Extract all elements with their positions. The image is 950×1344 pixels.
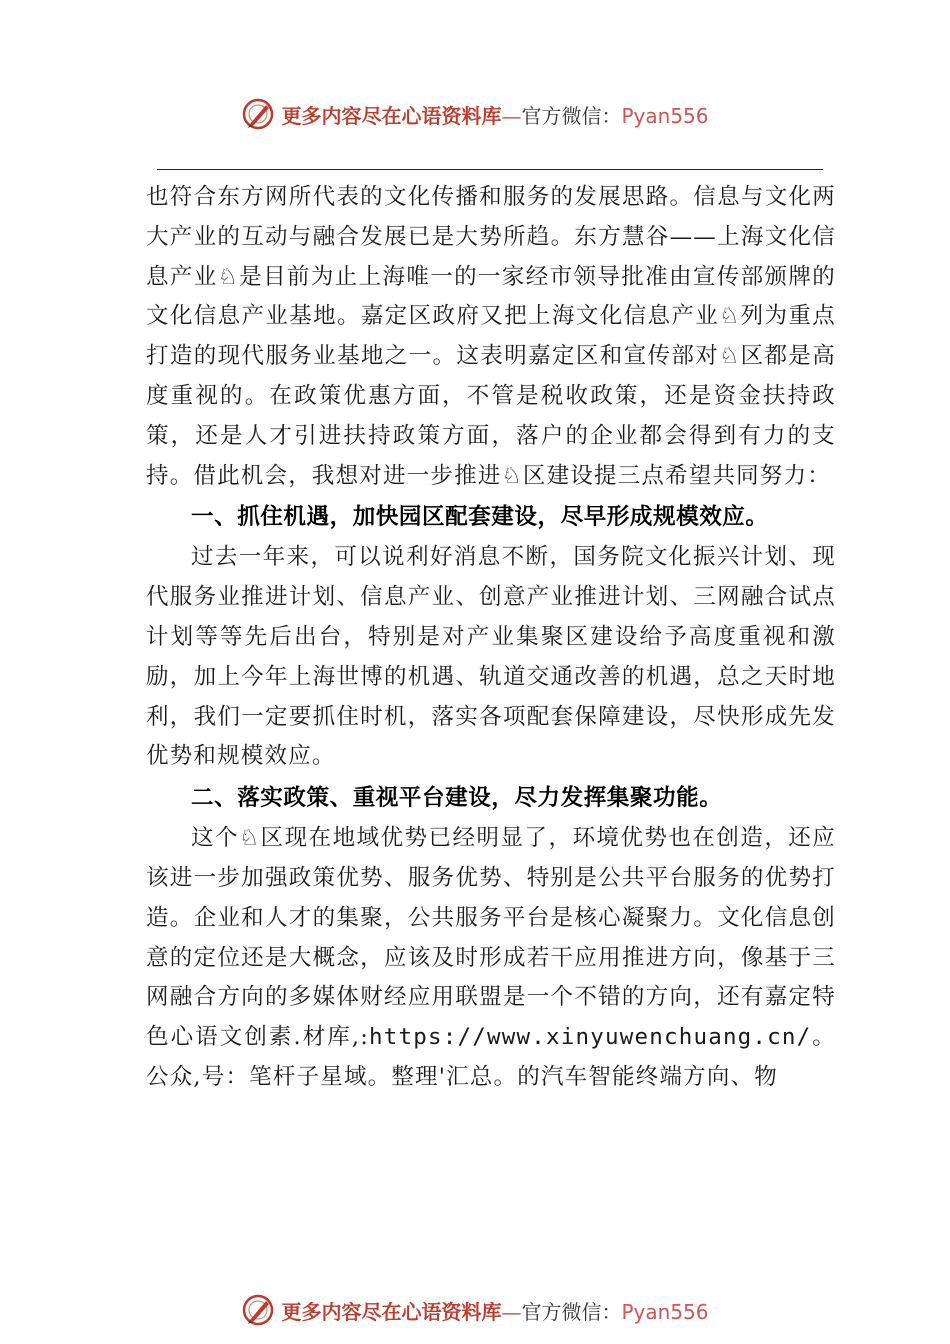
watermark-separator: — <box>501 1299 522 1324</box>
watermark-wechat-id: Pyan556 <box>621 1299 709 1324</box>
watermark-brand: 更多内容尽在心语资料库 <box>281 103 502 128</box>
header-watermark <box>0 92 950 136</box>
footer-watermark <box>0 1288 950 1332</box>
body-paragraph <box>146 819 836 1098</box>
watermark-text <box>281 1296 708 1325</box>
body-paragraph: 也符合东方网所代表的文化传播和服务的发展思路。信息与文化两大产业的互动与融合发展已是大势所趋。东方慧谷——上海文化信息产业♘是目前为止上海唯一的一家经市领导批准由宣传部颁牌的文化信息产业基地。嘉定区政府又把上海文化信息产业♘列为重点打造的现代服务业基地之一。这表明嘉定区和宣传部对♘区都是高度重视的。在政策优惠方面，不管是税收政策，还是资金扶持政策，还是人才引进扶持政策方面，落户的企业都会得到有力的支持。借此机会，我想对进一步推进♘区建设提三点希望共同努力： <box>146 184 836 489</box>
watermark-wechat-label: 官方微信： <box>521 1299 622 1324</box>
paragraph-tail: 。公众,号：笔杆子星域。整理'汇总。的汽车智能终端方向、物 <box>146 1024 837 1090</box>
section-heading: 一、抓住机遇，加快园区配套建设，尽早形成规模效应。 <box>191 504 769 531</box>
document-body <box>146 178 836 1098</box>
pen-seal-icon <box>241 97 275 131</box>
watermark-wechat-id: Pyan556 <box>621 103 709 128</box>
watermark-separator: — <box>501 103 522 128</box>
watermark-brand: 更多内容尽在心语资料库 <box>281 1299 502 1324</box>
paragraph-url: https://www.xinyuwenchuang.cn/ <box>369 1024 812 1051</box>
watermark-text <box>281 100 708 129</box>
paragraph-text: 这个♘区现在地域优势已经明显了，环境优势也在创造，还应该进一步加强政策优势、服务优势、特别是公共平台服务的优势打造。企业和人才的集聚，公共服务平台是核心凝聚力。文化信息创意的定位还是大概念，应该及时形成若干应用推进方向，像基于三网融合方向的多媒体财经应用联盟是一个不错的方向，还有嘉定特色心语文创素.材库,: <box>146 825 836 1051</box>
body-paragraph: 过去一年来，可以说利好消息不断，国务院文化振兴计划、现代服务业推进计划、信息产业、创意产业推进计划、三网融合试点计划等等先后出台，特别是对产业集聚区建设给予高度重视和激励，加上今年上海世博的机遇、轨道交通改善的机遇，总之天时地利，我们一定要抓住时机，落实各项配套保障建设，尽快形成先发优势和规模效应。 <box>146 544 836 770</box>
watermark-wechat-label: 官方微信： <box>521 103 622 128</box>
pen-seal-icon <box>241 1293 275 1327</box>
section-heading: 二、落实政策、重视平台建设，尽力发挥集聚功能。 <box>191 785 723 812</box>
header-divider <box>157 169 823 170</box>
